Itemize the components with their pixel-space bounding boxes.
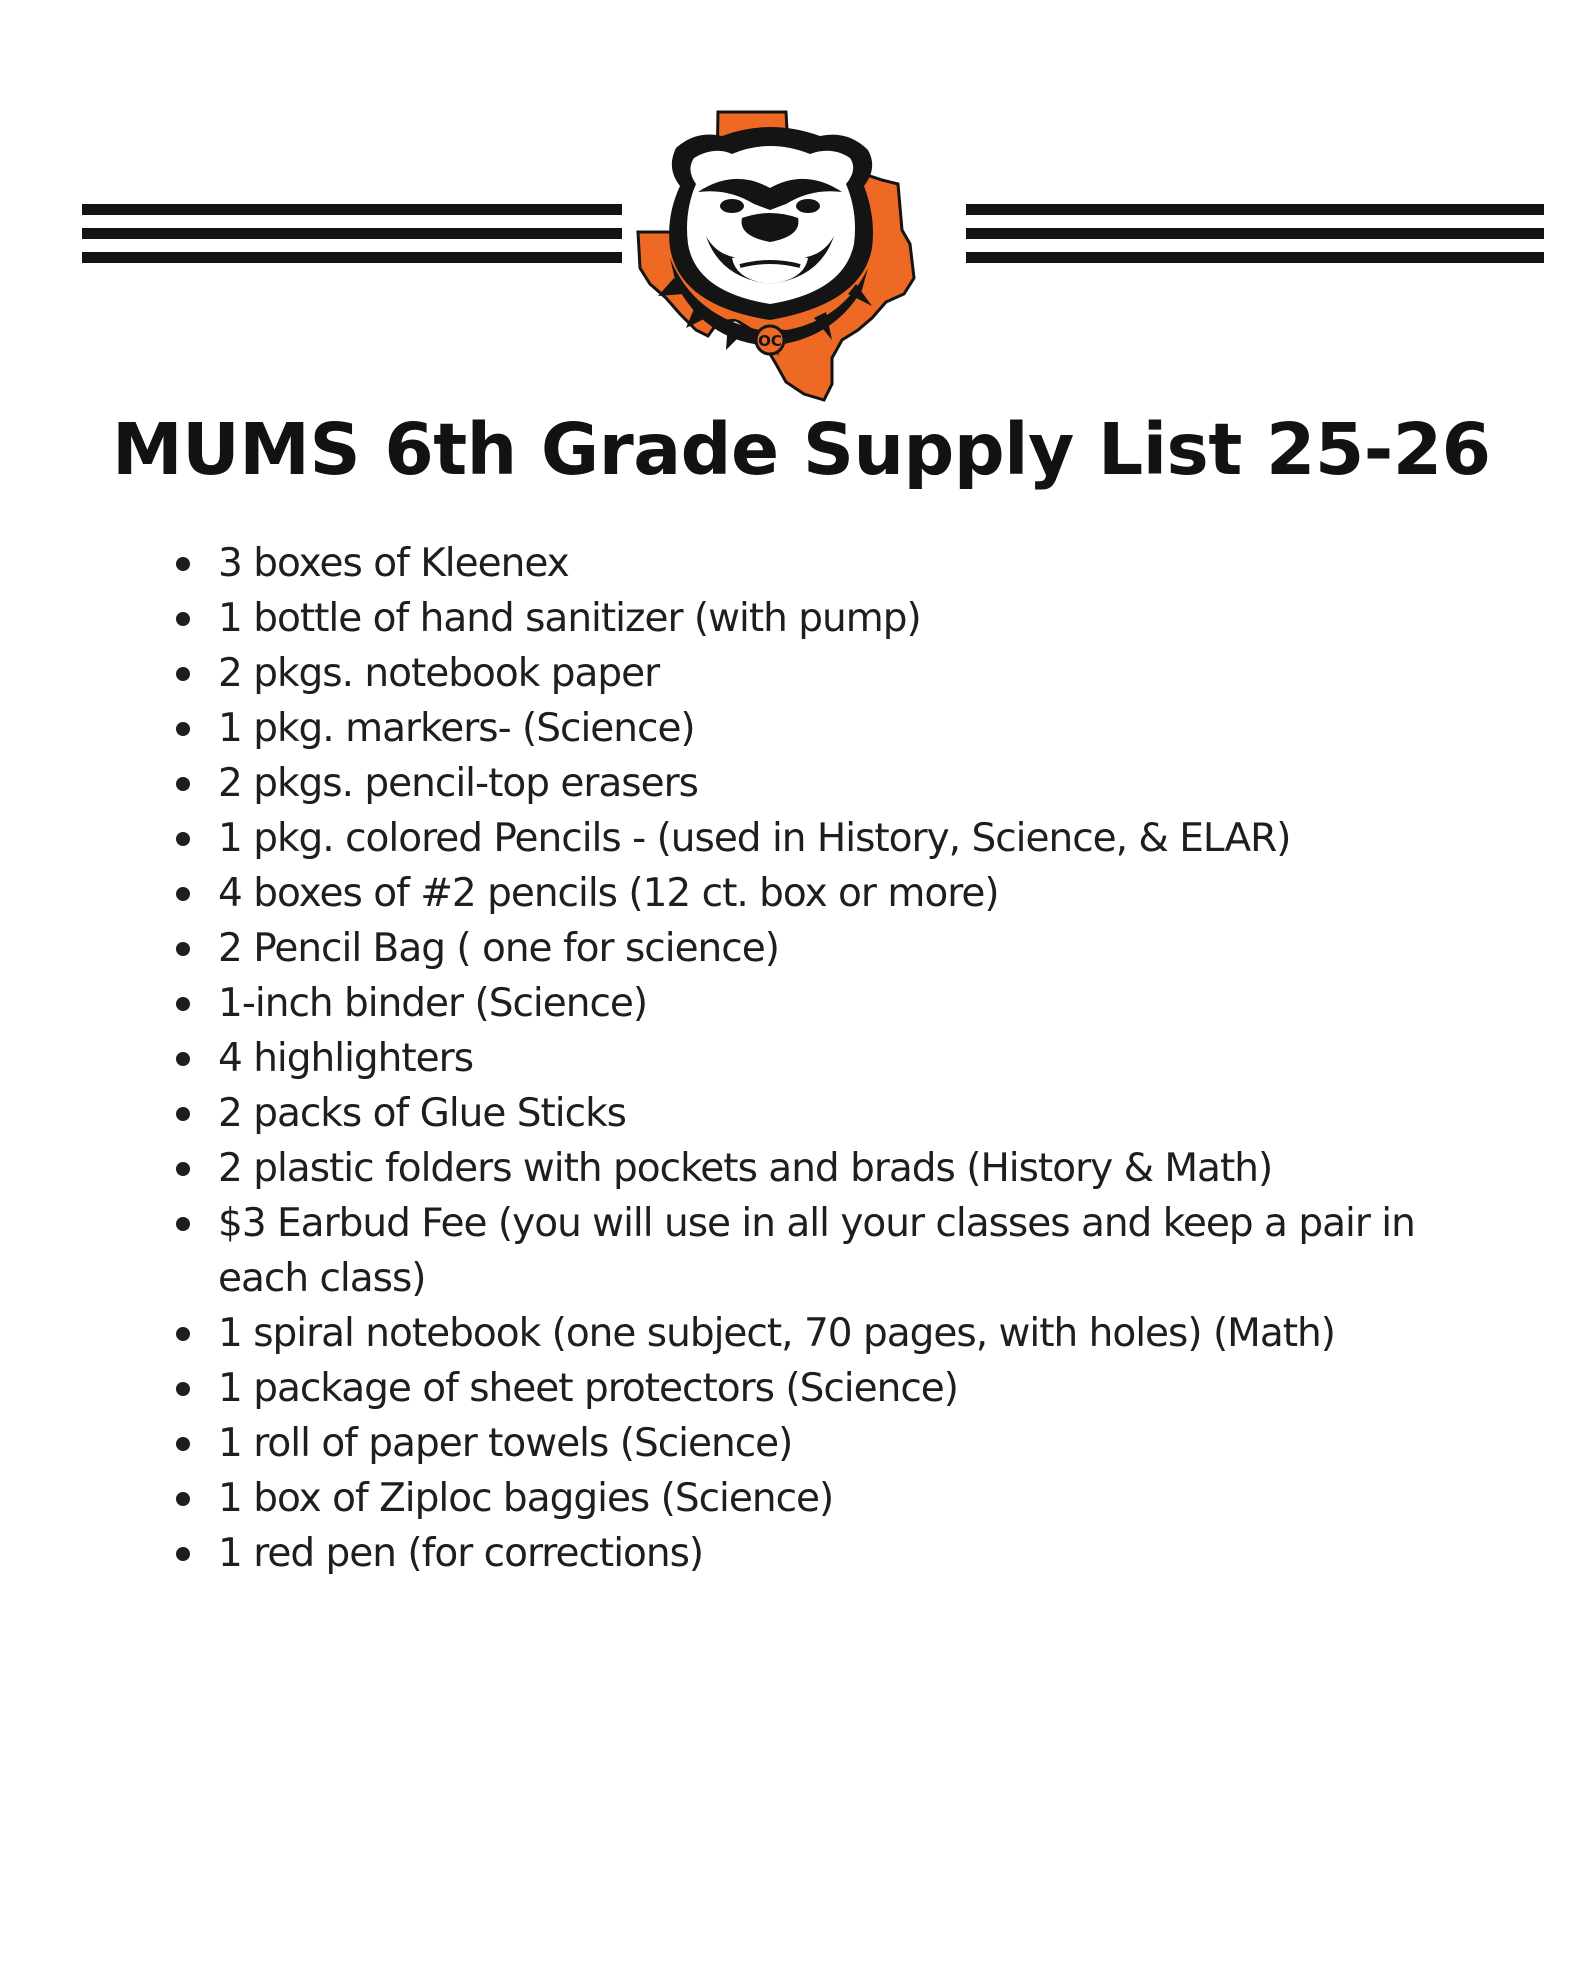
- list-item: 1 box of Ziploc baggies (Science): [172, 1471, 1472, 1526]
- list-item: 1 red pen (for corrections): [172, 1526, 1472, 1581]
- stripe: [966, 252, 1544, 263]
- list-item: 1-inch binder (Science): [172, 976, 1472, 1031]
- list-item: 1 spiral notebook (one subject, 70 pages, with holes) (Math): [172, 1306, 1472, 1361]
- header-stripes-left: [82, 204, 622, 263]
- header-stripes-right: [966, 204, 1544, 263]
- bulldog-mascot-logo: [636, 108, 950, 404]
- stripe: [82, 228, 622, 239]
- list-item: 2 Pencil Bag ( one for science): [172, 921, 1472, 976]
- stripe: [82, 252, 622, 263]
- list-item: 2 plastic folders with pockets and brads (History & Math): [172, 1141, 1472, 1196]
- stripe: [966, 228, 1544, 239]
- list-item: 1 roll of paper towels (Science): [172, 1416, 1472, 1471]
- list-item: 4 boxes of #2 pencils (12 ct. box or more): [172, 866, 1472, 921]
- list-item: 2 packs of Glue Sticks: [172, 1086, 1472, 1141]
- list-item: 1 pkg. colored Pencils - (used in History, Science, & ELAR): [172, 811, 1472, 866]
- list-item: 2 pkgs. pencil-top erasers: [172, 756, 1472, 811]
- list-item: 1 package of sheet protectors (Science): [172, 1361, 1472, 1416]
- supply-list: [172, 536, 1472, 1581]
- list-item: $3 Earbud Fee (you will use in all your classes and keep a pair in each class): [172, 1196, 1472, 1306]
- list-item: 2 pkgs. notebook paper: [172, 646, 1472, 701]
- list-item: 3 boxes of Kleenex: [172, 536, 1472, 591]
- svg-text:OC: OC: [758, 332, 782, 350]
- list-item: 1 pkg. markers- (Science): [172, 701, 1472, 756]
- list-item: 4 highlighters: [172, 1031, 1472, 1086]
- page-title: MUMS 6th Grade Supply List 25-26: [112, 408, 1491, 491]
- stripe: [966, 204, 1544, 215]
- stripe: [82, 204, 622, 215]
- list-item: 1 bottle of hand sanitizer (with pump): [172, 591, 1472, 646]
